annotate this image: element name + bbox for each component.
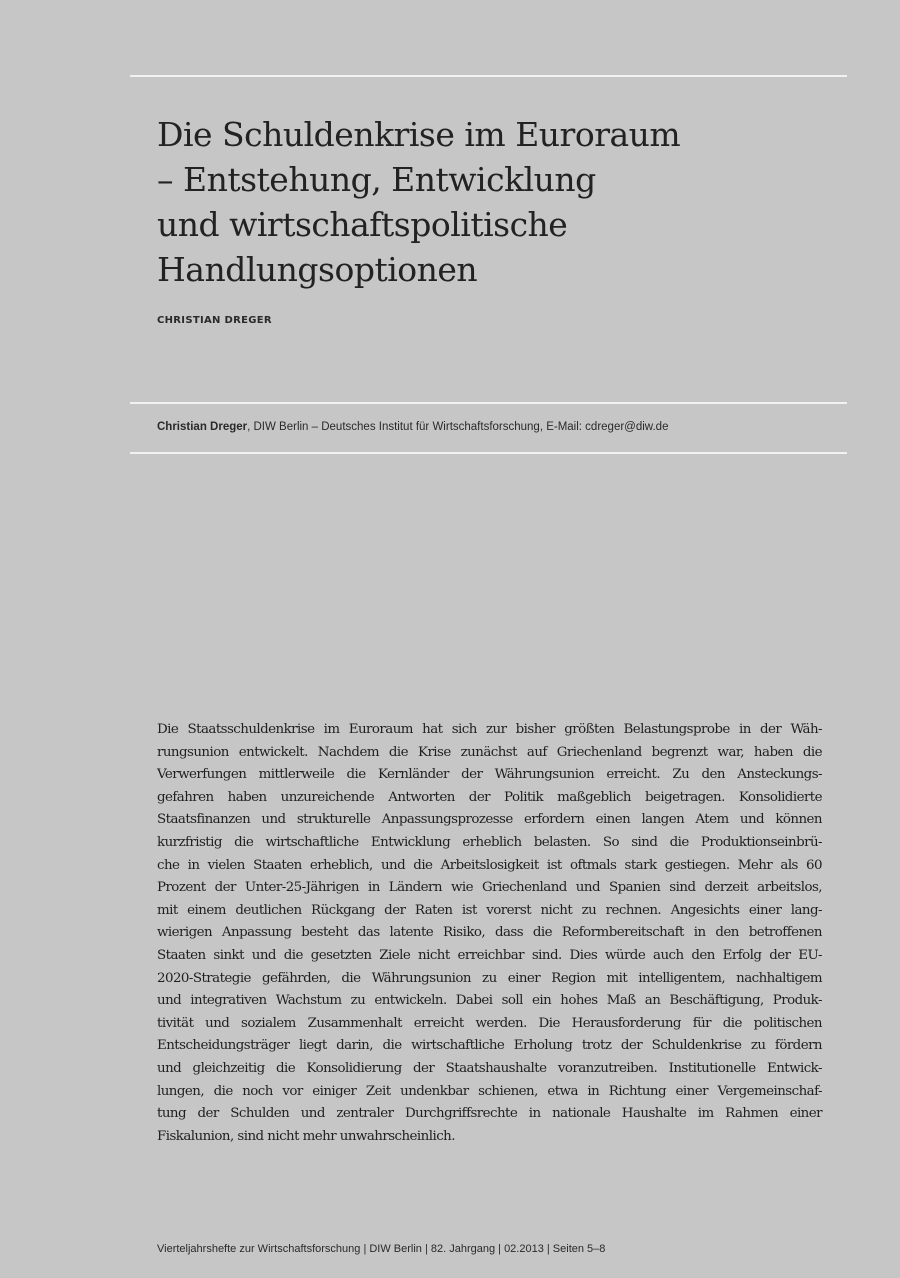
abstract-line: mit einem deutlichen Rückgang der Raten ist vorerst nicht zu rechnen. Angesichts einer lang-: [157, 902, 822, 918]
title-line: – Entstehung, Entwicklung: [157, 160, 596, 199]
author-byline: CHRISTIAN DREGER: [157, 315, 272, 326]
article-title: [157, 112, 837, 292]
affiliation-divider-top: [130, 402, 847, 404]
title-line: und wirtschaftspolitische: [157, 205, 568, 244]
title-line: Handlungsoptionen: [157, 250, 478, 289]
page-footer: Vierteljahrshefte zur Wirtschaftsforschung | DIW Berlin | 82. Jahrgang | 02.2013 | Seiten 5–8: [157, 1243, 606, 1255]
abstract-line: wierigen Anpassung besteht das latente Risiko, dass die Reformbereitschaft in den betroffenen: [157, 925, 822, 941]
abstract-line: und integrativen Wachstum zu entwickeln. Dabei soll ein hohes Maß an Beschäftigung, Produk-: [157, 993, 822, 1009]
abstract-line: lungen, die noch vor einiger Zeit undenkbar schienen, etwa in Richtung einer Vergemeinschaf-: [157, 1083, 822, 1099]
abstract-line: tivität und sozialem Zusammenhalt erreicht werden. Die Herausforderung für die politischen: [157, 1015, 822, 1031]
abstract-line: che in vielen Staaten erheblich, und die Arbeitslosigkeit ist oftmals stark gestiegen. Mehr als 60: [157, 857, 822, 873]
author-affiliation: [157, 421, 668, 433]
abstract-line: und gleichzeitig die Konsolidierung der Staatshaushalte voranzutreiben. Institutionelle Entwick-: [157, 1060, 822, 1076]
abstract-line: rungsunion entwickelt. Nachdem die Krise zunächst auf Griechenland begrenzt war, haben die: [157, 744, 822, 760]
abstract-line: 2020-Strategie gefährden, die Währungsunion zu einer Region mit intelligentem, nachhaltigem: [157, 970, 822, 986]
abstract-line: Prozent der Unter-25-Jährigen in Ländern wie Griechenland und Spanien sind derzeit arbeitslos,: [157, 880, 822, 896]
abstract-line: Staatsfinanzen und strukturelle Anpassungsprozesse erfordern einen langen Atem und können: [157, 812, 822, 828]
abstract-line: Die Staatsschuldenkrise im Euroraum hat sich zur bisher größten Belastungsprobe in der Wäh-: [157, 722, 822, 737]
affiliation-divider-bottom: [130, 452, 847, 454]
abstract-line: Staaten sinkt und die gesetzten Ziele nicht erreichbar sind. Dies würde auch den Erfolg der EU-: [157, 947, 822, 963]
abstract-line: Entscheidungsträger liegt darin, die wirtschaftliche Erholung trotz der Schuldenkrise zu fördern: [157, 1038, 822, 1054]
title-line: Die Schuldenkrise im Euroraum: [157, 115, 681, 154]
top-divider: [130, 75, 847, 77]
abstract: [157, 719, 822, 1148]
abstract-line: gefahren haben unzureichende Antworten der Politik maßgeblich beigetragen. Konsolidierte: [157, 789, 822, 805]
abstract-line: Verwerfungen mittlerweile die Kernländer der Währungsunion erreicht. Zu den Ansteckungs-: [157, 767, 822, 783]
abstract-line: Fiskalunion, sind nicht mehr unwahrscheinlich.: [157, 1128, 455, 1144]
abstract-line: tung der Schulden und zentraler Durchgriffsrechte in nationale Haushalte im Rahmen einer: [157, 1106, 822, 1122]
author-name: Christian Dreger: [157, 421, 248, 433]
affiliation-text: , DIW Berlin – Deutsches Institut für Wirtschaftsforschung, E-Mail: cdreger@diw.de: [247, 421, 669, 433]
abstract-line: kurzfristig die wirtschaftliche Entwicklung erheblich belasten. So sind die Produktionseinbrü-: [157, 834, 822, 850]
